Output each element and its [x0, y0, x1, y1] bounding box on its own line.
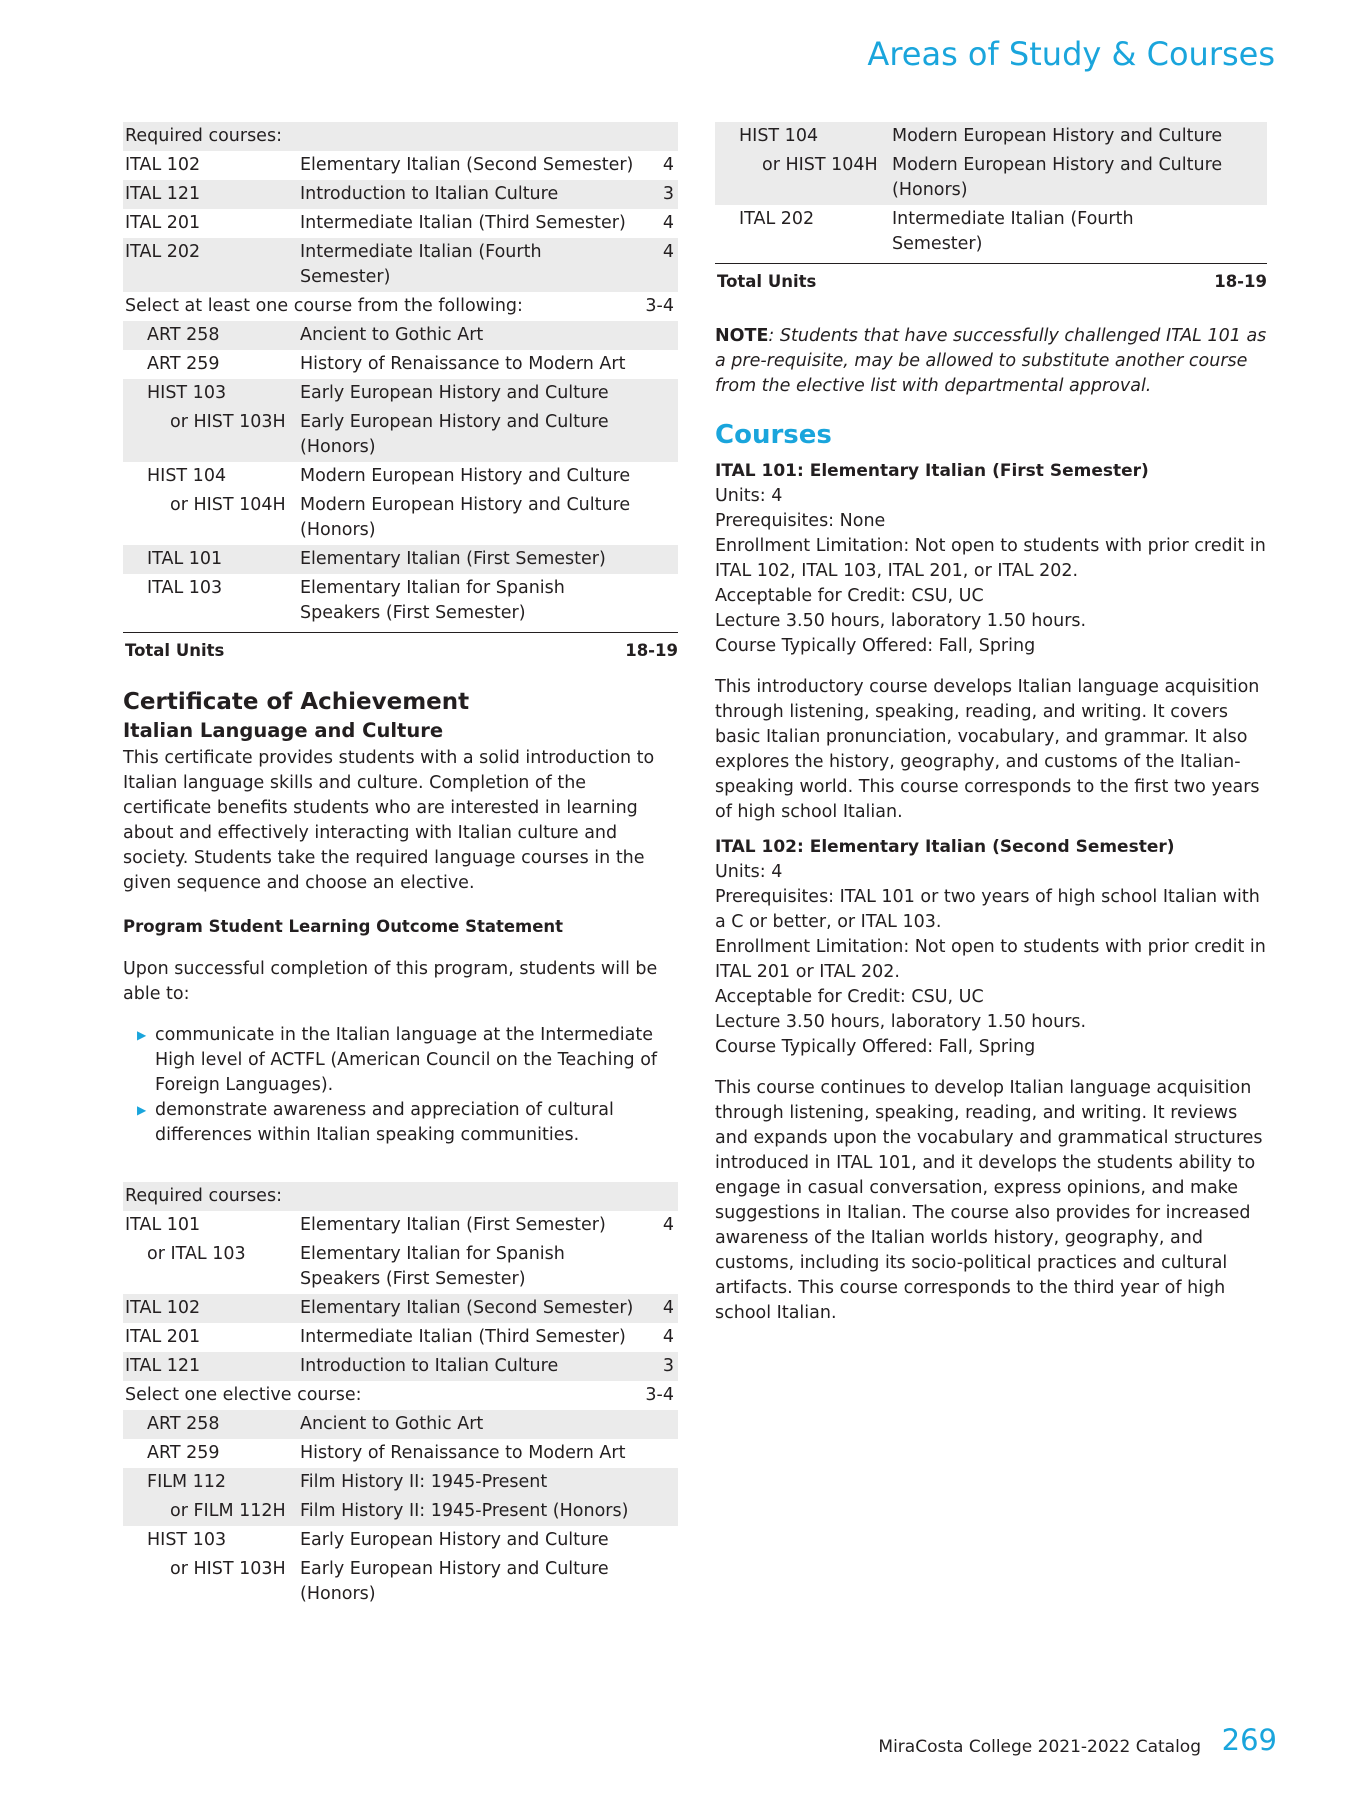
course-name: Elementary Italian (First Semester) — [300, 549, 606, 569]
course-name: History of Renaissance to Modern Art — [300, 354, 626, 374]
course-code: HIST 104 — [147, 466, 227, 486]
table-section-row — [123, 122, 678, 151]
course-name: Elementary Italian (Second Semester) — [300, 1298, 634, 1318]
course-name: Film History II: 1945-Present (Honors) — [300, 1501, 629, 1521]
course-code: ITAL 101 — [125, 1215, 201, 1235]
required-courses-table-continued — [715, 122, 1267, 259]
course-code: ITAL 102 — [125, 1298, 201, 1318]
required-courses-table-2 — [123, 1182, 678, 1609]
course-name: Elementary Italian (Second Semester) — [300, 155, 634, 175]
table-row — [123, 1497, 678, 1526]
course-units — [1223, 153, 1267, 203]
table-row — [123, 1555, 678, 1609]
course-units — [634, 547, 678, 572]
course-name: Introduction to Italian Culture — [300, 184, 559, 204]
course-code: ART 259 — [147, 1443, 220, 1463]
table-row — [715, 205, 1267, 259]
course-code: ITAL 102 — [125, 155, 201, 175]
course-code: or FILM 112H — [170, 1501, 286, 1521]
course-units: 4 — [662, 213, 674, 233]
course-units — [634, 1470, 678, 1495]
course-units: Units: 4 — [715, 486, 783, 506]
section-label: Required courses: — [125, 1186, 282, 1206]
course-units: 3 — [662, 184, 674, 204]
table-row — [123, 408, 678, 462]
course-name: Ancient to Gothic Art — [300, 1414, 484, 1434]
table-row — [123, 1211, 678, 1240]
course-name: Intermediate Italian (Third Semester) — [300, 1327, 626, 1347]
course-name: Early European History and Culture (Honors) — [300, 412, 609, 457]
course-code: ART 258 — [147, 325, 220, 345]
table-section-row — [123, 1182, 678, 1211]
course-name: Introduction to Italian Culture — [300, 1356, 559, 1376]
course-units — [1223, 124, 1267, 149]
note-text: : Students that have successfully challenged ITAL 101 as a pre-requisite, may be allowed to substitute another course from the elective list with departmental approval. — [715, 326, 1267, 396]
page-header-title: Areas of Study & Courses — [867, 35, 1275, 73]
table-row — [123, 462, 678, 491]
table-row — [123, 1323, 678, 1352]
course-name: Intermediate Italian (Third Semester) — [300, 213, 626, 233]
table-row — [123, 1468, 678, 1497]
course-units — [1223, 207, 1267, 257]
total-units-row-1 — [123, 632, 678, 663]
course-units: 4 — [662, 155, 674, 175]
section-label: Required courses: — [125, 126, 282, 146]
course-units — [634, 1557, 678, 1607]
table-row — [123, 491, 678, 545]
table-row — [715, 122, 1267, 151]
course-name: Intermediate Italian (Fourth Semester) — [892, 209, 1134, 254]
course-hours: Lecture 3.50 hours, laboratory 1.50 hours. — [715, 1012, 1087, 1032]
course-name: Film History II: 1945-Present — [300, 1472, 548, 1492]
course-name: Early European History and Culture — [300, 1530, 609, 1550]
course-block — [715, 835, 1267, 1326]
course-units — [634, 1499, 678, 1524]
right-column — [715, 122, 1267, 1326]
outcome-list — [123, 1023, 678, 1148]
course-code: ITAL 202 — [739, 209, 815, 229]
table-row — [715, 151, 1267, 205]
course-block — [715, 459, 1267, 825]
slo-heading: Program Student Learning Outcome Statement — [123, 917, 564, 936]
course-name: Modern European History and Culture — [892, 126, 1223, 146]
course-units — [634, 124, 678, 149]
table-row — [123, 321, 678, 350]
course-units — [634, 410, 678, 460]
course-code: ART 258 — [147, 1414, 220, 1434]
course-units: 4 — [662, 242, 674, 262]
outcome-item: ▶ communicate in the Italian language at the Intermediate High level of ACTFL (American Council on the Teaching of Foreign Languages). — [137, 1025, 658, 1095]
section-label: Select at least one course from the following: — [125, 296, 523, 316]
certificate-subheading: Italian Language and Culture — [123, 719, 444, 742]
course-code: HIST 104 — [739, 126, 819, 146]
table-row — [123, 1352, 678, 1381]
course-units — [634, 464, 678, 489]
table-row — [123, 238, 678, 292]
course-code: or ITAL 103 — [147, 1244, 246, 1264]
course-code: or HIST 103H — [170, 1559, 286, 1579]
table-row — [123, 1410, 678, 1439]
bullet-arrow-icon: ▶ — [137, 1103, 147, 1117]
course-enrollment-limitation: Enrollment Limitation: Not open to students with prior credit in ITAL 102, ITAL 103, ITAL 201, or ITAL 202. — [715, 536, 1266, 581]
table-row — [123, 1240, 678, 1294]
course-code: FILM 112 — [147, 1472, 227, 1492]
total-units-label: Total Units — [125, 641, 225, 660]
total-units-value: 18-19 — [625, 641, 678, 660]
course-description: This introductory course develops Italian language acquisition through listening, speaking, reading, and writing. It covers basic Italian pronunciation, vocabulary, and grammar. It also explores the history, geography, and customs of the Italian-speaking world. This course corresponds to the first two years of high school Italian. — [715, 677, 1260, 822]
course-code: ITAL 202 — [125, 242, 201, 262]
course-acceptable-credit: Acceptable for Credit: CSU, UC — [715, 586, 984, 606]
course-code: or HIST 104H — [762, 155, 878, 175]
course-units: 4 — [662, 1327, 674, 1347]
course-name: History of Renaissance to Modern Art — [300, 1443, 626, 1463]
course-code: ITAL 121 — [125, 1356, 201, 1376]
page-number: 269 — [1221, 1723, 1277, 1757]
course-units: Units: 4 — [715, 862, 783, 882]
course-units — [634, 576, 678, 626]
course-prerequisites: Prerequisites: ITAL 101 or two years of high school Italian with a C or better, or ITAL 103. — [715, 887, 1260, 932]
left-column — [123, 122, 678, 1609]
table-row — [123, 1294, 678, 1323]
course-units — [634, 381, 678, 406]
note-paragraph — [715, 324, 1267, 399]
courses-heading: Courses — [715, 420, 832, 450]
course-name: Elementary Italian (First Semester) — [300, 1215, 606, 1235]
course-title: ITAL 102: Elementary Italian (Second Semester) — [715, 837, 1175, 857]
certificate-heading: Certificate of Achievement — [123, 689, 470, 715]
table-row — [123, 180, 678, 209]
course-name: Elementary Italian for Spanish Speakers (First Semester) — [300, 1244, 565, 1289]
course-enrollment-limitation: Enrollment Limitation: Not open to students with prior credit in ITAL 201 or ITAL 202. — [715, 937, 1266, 982]
course-units: 3 — [662, 1356, 674, 1376]
course-units — [634, 1412, 678, 1437]
note-label: NOTE — [715, 326, 769, 346]
course-code: HIST 103 — [147, 1530, 227, 1550]
course-units — [634, 352, 678, 377]
course-code: ART 259 — [147, 354, 220, 374]
course-units: 3-4 — [645, 1385, 674, 1405]
course-name: Early European History and Culture — [300, 383, 609, 403]
course-code: ITAL 201 — [125, 213, 201, 233]
total-units-label: Total Units — [717, 272, 817, 291]
course-name: Elementary Italian for Spanish Speakers (First Semester) — [300, 578, 565, 623]
course-code: ITAL 103 — [147, 578, 223, 598]
table-row — [123, 1526, 678, 1555]
course-name: Modern European History and Culture (Honors) — [892, 155, 1223, 200]
course-name: Intermediate Italian (Fourth Semester) — [300, 242, 542, 287]
course-name: Ancient to Gothic Art — [300, 325, 484, 345]
course-acceptable-credit: Acceptable for Credit: CSU, UC — [715, 987, 984, 1007]
course-units: 3-4 — [645, 296, 674, 316]
course-units: 4 — [662, 1298, 674, 1318]
course-units — [634, 1242, 678, 1292]
table-row — [123, 379, 678, 408]
required-courses-table-1 — [123, 122, 678, 628]
course-units — [634, 493, 678, 543]
course-code: HIST 103 — [147, 383, 227, 403]
course-code: ITAL 121 — [125, 184, 201, 204]
course-units — [634, 1528, 678, 1553]
table-row — [123, 574, 678, 628]
outcome-item: ▶ demonstrate awareness and appreciation of cultural differences within Italian speaking communities. — [137, 1100, 614, 1145]
course-units: 4 — [662, 1215, 674, 1235]
table-section-row — [123, 1381, 678, 1410]
course-description: This course continues to develop Italian language acquisition through listening, speaking, reading, and writing. It reviews and expands upon the vocabulary and grammatical structures introduced in ITAL 101, and it develops the students ability to engage in casual conversation, express opinions, and make suggestions in Italian. The course also provides for increased awareness of the Italian worlds history, geography, and customs, including its socio-political practices and cultural artifacts. This course corresponds to the third year of high school Italian. — [715, 1078, 1263, 1323]
section-label: Select one elective course: — [125, 1385, 362, 1405]
course-hours: Lecture 3.50 hours, laboratory 1.50 hours. — [715, 611, 1087, 631]
course-code: ITAL 101 — [147, 549, 223, 569]
table-row — [123, 350, 678, 379]
course-name: Modern European History and Culture (Honors) — [300, 495, 631, 540]
course-title: ITAL 101: Elementary Italian (First Semester) — [715, 461, 1149, 481]
bullet-arrow-icon: ▶ — [137, 1028, 147, 1042]
course-offered: Course Typically Offered: Fall, Spring — [715, 636, 1036, 656]
table-row — [123, 151, 678, 180]
course-code: ITAL 201 — [125, 1327, 201, 1347]
table-row — [123, 1439, 678, 1468]
footer-catalog: MiraCosta College 2021-2022 Catalog — [878, 1737, 1201, 1757]
course-code: or HIST 103H — [170, 412, 286, 432]
course-units — [634, 1184, 678, 1209]
total-units-value: 18-19 — [1214, 272, 1267, 291]
course-code: or HIST 104H — [170, 495, 286, 515]
table-row — [123, 545, 678, 574]
course-name: Modern European History and Culture — [300, 466, 631, 486]
total-units-row-2 — [715, 263, 1267, 294]
course-offered: Course Typically Offered: Fall, Spring — [715, 1037, 1036, 1057]
certificate-description: This certificate provides students with a solid introduction to Italian language skills and culture. Completion of the certificate benefits students who are interested in learning about and effectively interacting with Italian culture and society. Students take the required language courses in the given sequence and choose an elective. — [123, 748, 655, 893]
table-row — [123, 209, 678, 238]
table-section-row — [123, 292, 678, 321]
course-prerequisites: Prerequisites: None — [715, 511, 886, 531]
course-units — [634, 1441, 678, 1466]
course-name: Early European History and Culture (Honors) — [300, 1559, 609, 1604]
slo-intro: Upon successful completion of this program, students will be able to: — [123, 959, 658, 1004]
course-units — [634, 323, 678, 348]
